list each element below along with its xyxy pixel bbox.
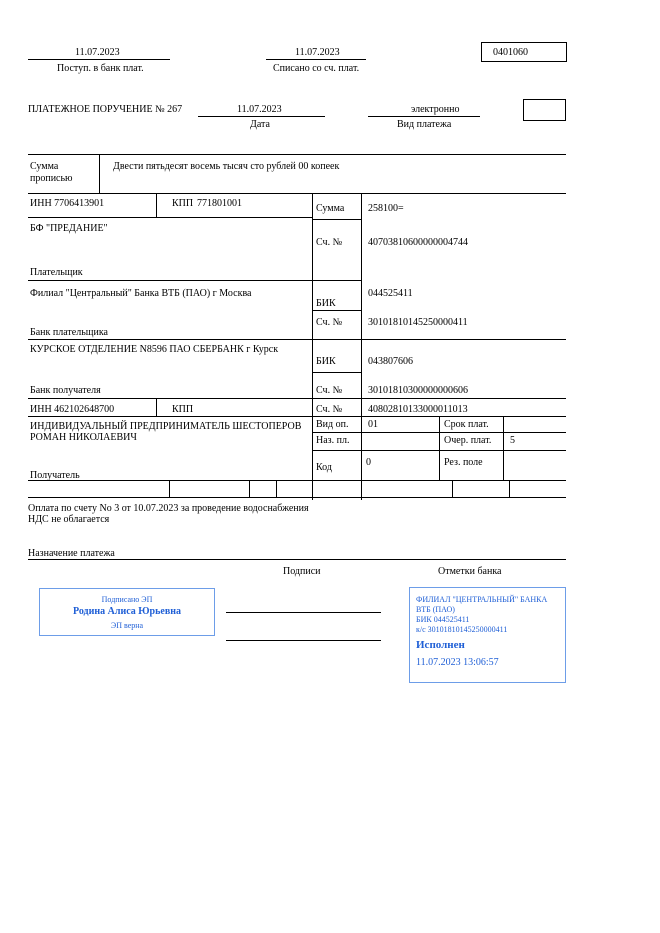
payer-bank-account-label: Сч. № [316,317,343,328]
payer-kpp-label: КПП [172,198,194,209]
payer-bank-bik-label: БИК [316,298,336,309]
order-date-line [198,116,325,117]
payment-type: электронно [411,104,460,115]
table-top-line [28,154,566,155]
codes-right-line [503,416,504,480]
status-code-box [523,99,566,121]
priority: 5 [510,435,515,446]
codes-mid-line [439,416,440,480]
payer-bank-bottom-line [28,339,566,340]
signature-line-2 [226,640,381,641]
debited-label: Списано со сч. плат. [273,63,360,74]
priority-label: Очер. плат. [444,435,492,446]
label-column-right-line [361,193,362,500]
payment-type-label: Вид платежа [397,119,452,130]
payee-inn-kpp-divider [156,398,157,416]
payer-bottom-line [28,280,361,281]
payer-name: БФ "ПРЕДАНИЕ" [30,223,108,234]
payer-bank-label: Банк плательщика [30,327,108,338]
bank-stamp-line4: к/с 30101810145250000411 [416,625,508,634]
payer-label: Плательщик [30,267,83,278]
payment-type-line [368,116,480,117]
payee-inn: ИНН 462102648700 [30,404,115,415]
payee-inn-bottom-line [28,416,566,417]
payee-bank-label: Банк получателя [30,385,101,396]
payee-name-line2: РОМАН НИКОЛАЕВИЧ [30,432,137,443]
purpose-line2: НДС не облагается [28,514,110,525]
debited-date: 11.07.2023 [295,47,340,58]
form-code: 0401060 [493,47,528,58]
code: 0 [366,457,371,468]
purpose-line1: Оплата по счету No 3 от 10.07.2023 за проведение водоснабжения [28,503,309,514]
reserve-label: Рез. поле [444,457,483,468]
bank-stamp-status: Исполнен [416,639,465,651]
order-date: 11.07.2023 [237,104,282,115]
payee-bank-bik: 043807606 [368,356,413,367]
amount-words-bottom-line [28,193,566,194]
payer-bank-bik: 044525411 [368,288,413,299]
tax-field-divider-5 [509,480,510,497]
payer-account-label: Сч. № [316,237,343,248]
order-date-label: Дата [250,119,270,130]
bank-stamp-datetime: 11.07.2023 13:06:57 [416,657,499,668]
payee-label: Получатель [30,470,80,481]
payee-bank-name: КУРСКОЕ ОТДЕЛЕНИЕ N8596 ПАО СБЕРБАНК г Курск [30,344,279,355]
payee-bank-bik-line [312,372,361,373]
tax-field-divider-2 [249,480,250,497]
op-type-label: Вид оп. [316,419,349,430]
sum-bottom-line [312,219,361,220]
received-date-line [28,59,170,60]
payee-bank-account: 30101810300000000606 [368,385,468,396]
signature-stamp [39,588,215,636]
payer-sum: 258100= [368,203,404,214]
bank-stamp-line2: ВТБ (ПАО) [416,605,455,614]
purpose-code-label: Наз. пл. [316,435,350,446]
tax-field-divider-3 [276,480,277,497]
payer-bank-name: Филиал "Центральный" Банка ВТБ (ПАО) г Москва [30,288,252,299]
purpose-label: Назначение платежа [28,548,115,559]
payer-sum-label: Сумма [316,203,345,214]
bank-stamp [409,587,566,683]
payee-kpp-label: КПП [172,404,194,415]
tax-fields-bottom-line [28,497,566,498]
payer-account: 40703810600000004744 [368,237,468,248]
payee-name-line1: ИНДИВИДУАЛЬНЫЙ ПРЕДПРИНИМАТЕЛЬ ШЕСТОПЕРОВ [30,421,302,432]
amount-words-divider [99,154,100,193]
code-label: Код [316,462,332,473]
signature-stamp-name: Родина Алиса Юрьевна [72,606,182,617]
bank-stamp-line1: ФИЛИАЛ "ЦЕНТРАЛЬНЫЙ" БАНКА [416,595,548,604]
codes-row1-line [312,432,566,433]
purpose-bottom-line [28,559,566,560]
payee-bottom-line [28,480,566,481]
tax-field-divider-4 [452,480,453,497]
payee-account-label: Сч. № [316,404,343,415]
due-label: Срок плат. [444,419,489,430]
amount-words-label-1: Сумма [30,161,59,172]
order-title: ПЛАТЕЖНОЕ ПОРУЧЕНИЕ № 267 [28,104,183,115]
payer-inn-bottom-line [28,217,312,218]
signatures-label: Подписи [283,566,321,577]
payer-bank-account: 30101810145250000411 [368,317,468,328]
codes-row2-line [312,450,566,451]
payee-bank-account-label: Сч. № [316,385,343,396]
signature-line-1 [226,612,381,613]
tax-field-divider-1 [169,480,170,497]
payee-bank-bik-label: БИК [316,356,336,367]
payer-inn-kpp-divider [156,193,157,217]
bank-marks-label: Отметки банка [438,566,502,577]
signature-stamp-line3: ЭП верна [110,621,144,630]
payee-bank-bottom-line [28,398,566,399]
amount-words-value: Двести пятьдесят восемь тысяч сто рублей 00 копеек [113,161,340,172]
bank-stamp-line3: БИК 044525411 [416,615,470,624]
received-date: 11.07.2023 [75,47,120,58]
payer-bank-bik-line [312,310,361,311]
amount-words-label-2: прописью [30,173,73,184]
signature-stamp-line1: Подписано ЭП [101,595,153,604]
payer-kpp: 771801001 [197,198,242,209]
debited-date-line [266,59,366,60]
payer-inn: ИНН 7706413901 [30,198,105,209]
label-column-left-line [312,193,313,500]
op-type: 01 [368,419,378,430]
payee-account: 40802810133000011013 [368,404,468,415]
received-label: Поступ. в банк плат. [57,63,144,74]
